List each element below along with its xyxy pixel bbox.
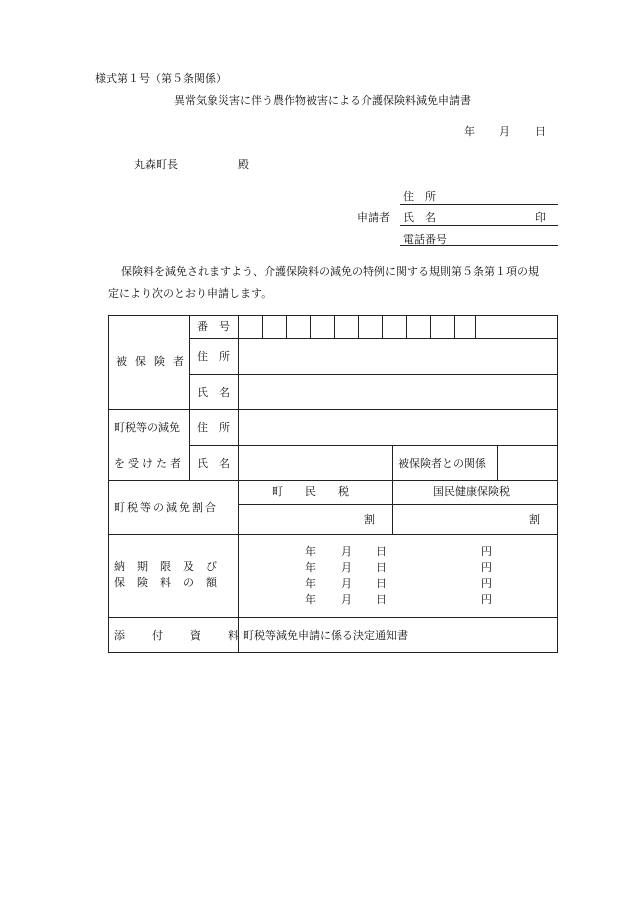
col-line [497,445,498,480]
number-box-line [475,315,476,338]
applicant-address-label: 住 所 [403,190,436,203]
applicant-name-label: 氏 名 [403,211,436,224]
number-box-line [358,315,359,338]
town-tax-header: 町 民 税 [272,485,349,498]
form-number: 様式第１号（第５条関係） [95,72,227,85]
row-line [108,617,558,618]
date-month: 月 [499,125,510,138]
attachment-label: 添付資料 [114,629,266,642]
deadline-row-month: 月 [341,545,352,558]
tax-reduced-label-2: を受けた者 [114,457,184,470]
body-text-line-2: 定により次のとおり申請します。 [108,287,273,300]
number-box-line [262,315,263,338]
number-box-line [334,315,335,338]
col-line [392,445,393,534]
deadline-row-yen: 円 [481,545,492,558]
addressee: 丸森町長 [134,158,178,171]
insured-label: 被保険者 [116,355,192,368]
number-box-line [382,315,383,338]
applicant-address-line[interactable] [400,204,558,205]
deadline-row-month: 月 [341,577,352,590]
row-line [189,445,558,446]
tax-address-label: 住 所 [197,421,230,434]
applicant-phone-line[interactable] [400,245,558,246]
body-text-line-1: 保険料を減免されますよう、介護保険料の減免の特例に関する規則第５条第１項の規 [121,265,539,278]
ratio-label: 町税等の減免割合 [114,501,218,514]
number-box-line [454,315,455,338]
deadline-row-yen: 円 [481,561,492,574]
deadline-row-month: 月 [341,561,352,574]
health-tax-ratio-unit: 割 [529,513,540,526]
row-line [108,409,558,410]
col-line [238,315,239,653]
deadline-row-day: 日 [376,577,387,590]
deadline-row-year: 年 [305,593,316,606]
applicant-phone-label: 電話番号 [403,233,447,246]
health-tax-header: 国民健康保険税 [433,485,510,498]
deadline-row-month: 月 [341,593,352,606]
deadline-row-day: 日 [376,593,387,606]
row-line [189,374,558,375]
deadline-row-year: 年 [305,577,316,590]
insured-name-label: 氏 名 [197,386,230,399]
number-box-line [286,315,287,338]
deadline-row-yen: 円 [481,577,492,590]
row-line [189,338,558,339]
date-day: 日 [535,125,546,138]
deadline-row-day: 日 [376,561,387,574]
relation-label: 被保険者との関係 [398,457,486,470]
seal-mark: 印 [535,211,546,224]
tax-reduced-label-1: 町税等の減免 [114,421,180,434]
number-box-line [406,315,407,338]
honorific: 殿 [238,158,249,171]
number-box-line [430,315,431,338]
row-line [108,534,558,535]
deadline-row-yen: 円 [481,593,492,606]
deadline-row-day: 日 [376,545,387,558]
row-line [238,504,558,505]
tax-name-label: 氏 名 [197,457,230,470]
row-line [108,480,558,481]
deadline-label-2: 保険料の額 [114,576,229,589]
applicant-name-line[interactable] [400,225,558,226]
col-line [189,315,190,480]
attachment-value: 町税等減免申請に係る決定通知書 [243,629,408,642]
date-year: 年 [464,125,475,138]
applicant-label: 申請者 [357,211,390,224]
town-tax-ratio-unit: 割 [364,513,375,526]
number-box-line [310,315,311,338]
deadline-row-year: 年 [305,545,316,558]
document-title: 異常気象災害に伴う農作物被害による介護保険料減免申請書 [174,94,471,107]
deadline-label-1: 納期限及び [114,560,229,573]
insured-address-label: 住 所 [197,350,230,363]
number-label: 番 号 [197,320,230,333]
deadline-row-year: 年 [305,561,316,574]
